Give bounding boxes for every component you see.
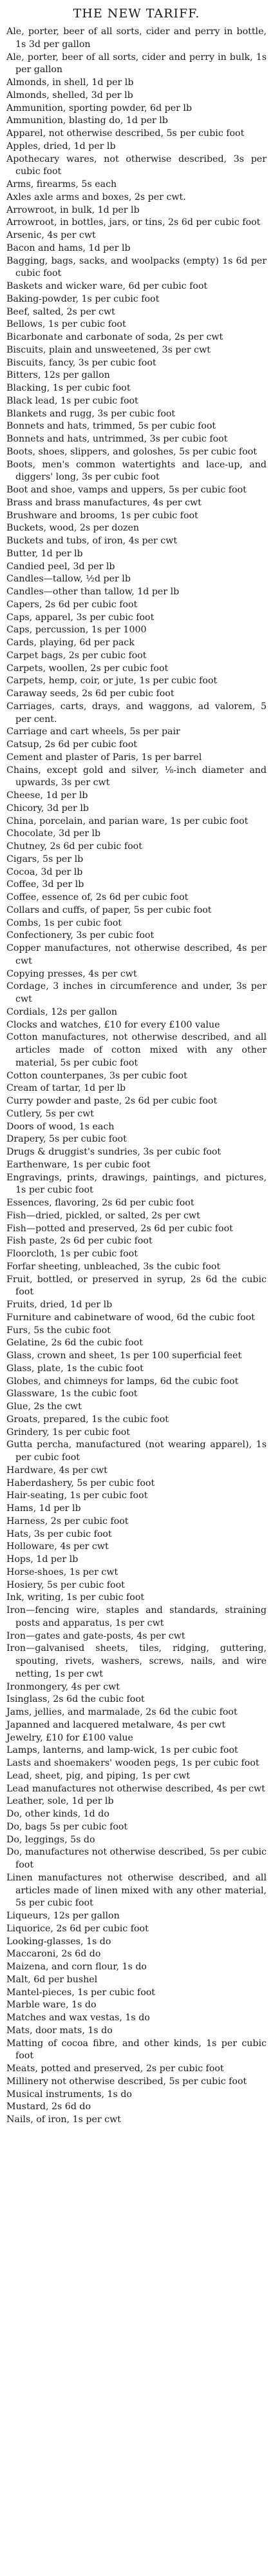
tariff-entry: Horse-shoes, 1s per cwt [6, 1566, 118, 1577]
tariff-entry: Isinglass, 2s 6d the cubic foot [6, 1694, 145, 1705]
tariff-entry: Ale, porter, beer of all sorts, cider and perry in bulk, 1s per gallon [6, 52, 267, 75]
tariff-entry: Combs, 1s per cubic foot [6, 917, 122, 928]
tariff-entry: Boots, shoes, slippers, and goloshes, 5s per cubic foot [6, 446, 257, 457]
tariff-entry: Collars and cuffs, of paper, 5s per cubic foot [6, 904, 212, 915]
tariff-entry: Do, other kinds, 1d do [6, 1809, 109, 1819]
tariff-entry: Bagging, bags, sacks, and woolpacks (empty) 1s 6d per cubic foot [6, 255, 267, 279]
tariff-entry: Hosiery, 5s per cubic foot [6, 1579, 125, 1590]
tariff-entry: Cordials, 12s per gallon [6, 1006, 118, 1017]
tariff-entry: Ammunition, sporting powder, 6d per lb [6, 102, 193, 113]
tariff-entry-list [6, 26, 267, 2127]
tariff-entry: Hats, 3s per cubic foot [6, 1528, 112, 1539]
tariff-entry: Arms, firearms, 5s each [6, 179, 117, 190]
tariff-entry: Japanned and lacquered metalware, 4s per cwt [6, 1719, 226, 1730]
tariff-entry: Doors of wood, 1s each [6, 1121, 115, 1132]
tariff-entry: Groats, prepared, 1s the cubic foot [6, 1414, 169, 1425]
tariff-entry: Boot and shoe, vamps and uppers, 5s per cubic foot [6, 485, 247, 495]
tariff-entry: Arsenic, 4s per cwt [6, 230, 96, 240]
tariff-entry: Axles axle arms and boxes, 2s per cwt. [6, 191, 186, 202]
tariff-entry: Carriage and cart wheels, 5s per pair [6, 727, 180, 737]
tariff-entry: Hops, 1d per lb [6, 1554, 79, 1565]
tariff-entry: Bellows, 1s per cubic foot [6, 319, 126, 330]
tariff-entry: Maccaroni, 2s 6d do [6, 1949, 101, 1960]
tariff-entry: Furniture and cabinetware of wood, 6d the cubic foot [6, 1312, 255, 1323]
tariff-entry: Hair-seating, 1s per cubic foot [6, 1490, 148, 1501]
tariff-entry: Baking-powder, 1s per cubic foot [6, 293, 160, 304]
tariff-entry: Bonnets and hats, untrimmed, 3s per cubic foot [6, 434, 228, 444]
tariff-entry: Candied peel, 3d per lb [6, 561, 115, 572]
tariff-entry: Malt, 6d per bushel [6, 1974, 98, 1985]
tariff-entry: Furs, 5s the cubic foot [6, 1325, 111, 1336]
tariff-entry: Clocks and watches, £10 for every £100 value [6, 1019, 220, 1030]
tariff-entry: Glass, plate, 1s the cubic foot [6, 1363, 144, 1374]
tariff-entry: Hams, 1d per lb [6, 1503, 81, 1514]
tariff-entry: Musical instruments, 1s do [6, 2089, 132, 2100]
tariff-entry: Caraway seeds, 2s 6d per cubic foot [6, 688, 174, 699]
tariff-entry: Copper manufactures, not otherwise described, 4s per cwt [6, 943, 267, 966]
tariff-entry: Brass and brass manufactures, 4s per cwt [6, 497, 202, 508]
tariff-entry: Chocolate, 3d per lb [6, 828, 101, 839]
tariff-entry: Gelatine, 2s 6d the cubic foot [6, 1338, 143, 1349]
tariff-entry: Cigars, 5s per lb [6, 854, 84, 864]
tariff-entry: Jams, jellies, and marmalade, 2s 6d the cubic foot [6, 1707, 238, 1717]
tariff-entry: Coffee, essence of, 2s 6d per cubic foot [6, 892, 189, 903]
tariff-entry: Black lead, 1s per cubic foot [6, 395, 138, 406]
tariff-entry: Capers, 2s 6d per cubic foot [6, 599, 138, 610]
tariff-entry: Bonnets and hats, trimmed, 5s per cubic foot [6, 421, 216, 432]
tariff-entry: Bitters, 12s per gallon [6, 370, 110, 381]
tariff-entry: Carriages, carts, drays, and waggons, ad valorem, 5 per cent. [6, 701, 267, 725]
tariff-entry: Mantel-pieces, 1s per cubic foot [6, 1987, 155, 1998]
tariff-entry: Apparel, not otherwise described, 5s per cubic foot [6, 128, 245, 139]
tariff-entry: Caps, apparel, 3s per cubic foot [6, 612, 155, 623]
tariff-entry: Buckets and tubs, of iron, 4s per cwt [6, 536, 178, 546]
tariff-entry: Cheese, 1d per lb [6, 790, 88, 801]
tariff-entry: Brushware and brooms, 1s per cubic foot [6, 510, 198, 521]
tariff-entry: Chicory, 3d per lb [6, 803, 89, 814]
tariff-entry: Glassware, 1s the cubic foot [6, 1389, 138, 1400]
tariff-entry: Do, bags 5s per cubic foot [6, 1821, 128, 1832]
tariff-entry: Leather, sole, 1d per lb [6, 1796, 114, 1807]
tariff-entry: Engravings, prints, drawings, paintings, and pictures, 1s per cubic foot [6, 1172, 267, 1196]
tariff-entry: Blacking, 1s per cubic foot [6, 383, 131, 393]
tariff-entry: Iron—fencing wire, staples and standards, straining posts and apparatus, 1s per cwt [6, 1605, 267, 1628]
tariff-entry: Ale, porter, beer of all sorts, cider and perry in bottle, 1s 3d per gallon [6, 26, 267, 50]
tariff-entry: Curry powder and paste, 2s 6d per cubic foot [6, 1096, 218, 1106]
tariff-entry: Chutney, 2s 6d per cubic foot [6, 841, 142, 852]
tariff-entry: Carpet bags, 2s per cubic foot [6, 650, 147, 661]
tariff-entry: Millinery not otherwise described, 5s per cubic foot [6, 2076, 247, 2087]
tariff-entry: Biscuits, fancy, 3s per cubic foot [6, 357, 156, 368]
tariff-entry: Buckets, wood, 2s per dozen [6, 523, 140, 534]
tariff-entry: Matting of cocoa fibre, and other kinds, 1s per cubic foot [6, 2038, 267, 2062]
tariff-entry: Globes, and chimneys for lamps, 6d the cubic foot [6, 1376, 239, 1387]
tariff-entry: Marble ware, 1s do [6, 2000, 97, 2011]
tariff-entry: Gutta percha, manufactured (not wearing apparel), 1s per cubic foot [6, 1439, 267, 1463]
tariff-entry: Floorcloth, 1s per cubic foot [6, 1249, 138, 1259]
tariff-entry: Do, leggings, 5s do [6, 1834, 95, 1845]
tariff-entry: Copying presses, 4s per cwt [6, 968, 137, 979]
tariff-entry: Holloware, 4s per cwt [6, 1541, 109, 1552]
tariff-entry: Apples, dried, 1d per lb [6, 141, 116, 151]
tariff-entry: Catsup, 2s 6d per cubic foot [6, 739, 137, 750]
tariff-entry: Fruit, bottled, or preserved in syrup, 2s 6d the cubic foot [6, 1274, 267, 1298]
tariff-entry: Ammunition, blasting do, 1d per lb [6, 115, 168, 126]
tariff-entry: Almonds, shelled, 3d per lb [6, 90, 133, 101]
tariff-entry: Ink, writing, 1s per cubic foot [6, 1592, 145, 1603]
tariff-entry: Cocoa, 3d per lb [6, 866, 83, 877]
tariff-entry: Confectionery, 3s per cubic foot [6, 930, 155, 941]
tariff-entry: Coffee, 3d per lb [6, 879, 84, 890]
tariff-entry: Cement and plaster of Paris, 1s per barrel [6, 752, 202, 763]
tariff-entry: Butter, 1d per lb [6, 548, 83, 559]
tariff-entry: Cards, playing, 6d per pack [6, 638, 135, 648]
tariff-entry: Meats, potted and preserved, 2s per cubic foot [6, 2064, 224, 2074]
tariff-entry: Nails, of iron, 1s per cwt [6, 2114, 121, 2125]
tariff-entry: Maizena, and corn flour, 1s do [6, 1962, 147, 1972]
tariff-entry: Apothecary wares, not otherwise described, 3s per cubic foot [6, 153, 267, 177]
tariff-entry: Lasts and shoemakers' wooden pegs, 1s per cubic foot [6, 1758, 259, 1768]
tariff-entry: Fish—potted and preserved, 2s 6d per cubic foot [6, 1223, 233, 1234]
tariff-entry: Iron—gates and gate-posts, 4s per cwt [6, 1630, 185, 1641]
tariff-entry: Blankets and rugg, 3s per cubic foot [6, 408, 176, 419]
tariff-entry: Matches and wax vestas, 1s do [6, 2013, 150, 2023]
tariff-entry: Candles—other than tallow, 1d per lb [6, 587, 180, 597]
tariff-entry: Drugs & druggist's sundries, 3s per cubic foot [6, 1147, 221, 1157]
tariff-entry: Jewelry, £10 for £100 value [6, 1732, 133, 1743]
tariff-entry: Do, manufactures not otherwise described, 5s per cubic foot [6, 1847, 267, 1870]
tariff-entry: Beef, salted, 2s per cwt [6, 306, 115, 317]
tariff-entry: Liquorice, 2s 6d per cubic foot [6, 1923, 149, 1934]
tariff-entry: Liqueurs, 12s per gallon [6, 1911, 120, 1921]
tariff-entry: Bacon and hams, 1d per lb [6, 242, 131, 253]
tariff-entry: Lead manufactures not otherwise described, 4s per cwt [6, 1783, 265, 1794]
tariff-entry: Fruits, dried, 1d per lb [6, 1300, 113, 1310]
tariff-entry: Glue, 2s the cwt [6, 1401, 82, 1412]
tariff-entry: Grindery, 1s per cubic foot [6, 1427, 130, 1438]
tariff-entry: Cotton counterpanes, 3s per cubic foot [6, 1070, 187, 1081]
tariff-entry: Linen manufactures not otherwise described, and all articles made of linen mixed with any other material, 5s per cubic foot [6, 1872, 267, 1909]
tariff-entry: Glass, crown and sheet, 1s per 100 superficial feet [6, 1351, 242, 1361]
tariff-entry: Chains, except gold and silver, ⅛-inch diameter and upwards, 3s per cwt [6, 765, 267, 788]
tariff-entry: Cutlery, 5s per cwt [6, 1108, 94, 1119]
tariff-entry: Caps, percussion, 1s per 1000 [6, 625, 147, 636]
tariff-entry: Biscuits, plain and unsweetened, 3s per cwt [6, 344, 211, 355]
tariff-entry: Arrowroot, in bottles, jars, or tins, 2s 6d per cubic foot [6, 217, 261, 228]
tariff-entry: Drapery, 5s per cubic foot [6, 1134, 127, 1145]
tariff-entry: Iron—galvanised sheets, tiles, ridging, guttering, spouting, rivets, washers, screws, nails, and wire netting, 1s per cwt [6, 1643, 267, 1679]
tariff-entry: Cordage, 3 inches in circumference and under, 3s per cwt [6, 981, 267, 1004]
document-title: THE NEW TARIFF. [73, 6, 200, 21]
tariff-entry: Earthenware, 1s per cubic foot [6, 1159, 151, 1170]
tariff-entry: Haberdashery, 5s per cubic foot [6, 1478, 155, 1488]
tariff-entry: Candles—tallow, ½d per lb [6, 574, 131, 585]
tariff-entry: Bicarbonate and carbonate of soda, 2s per cwt [6, 332, 223, 342]
tariff-entry: Looking-glasses, 1s do [6, 1936, 111, 1947]
tariff-entry: Fish paste, 2s 6d per cubic foot [6, 1236, 153, 1247]
tariff-entry: Arrowroot, in bulk, 1d per lb [6, 204, 140, 215]
tariff-entry: Forfar sheeting, unbleached, 3s the cubic foot [6, 1261, 221, 1272]
tariff-entry: Harness, 2s per cubic foot [6, 1516, 129, 1527]
tariff-entry: Baskets and wicker ware, 6d per cubic foot [6, 281, 208, 291]
tariff-entry: Ironmongery, 4s per cwt [6, 1681, 120, 1692]
tariff-entry: Mustard, 2s 6d do [6, 2102, 91, 2113]
tariff-entry: Lamps, lanterns, and lamp-wick, 1s per cubic foot [6, 1745, 238, 1756]
tariff-entry: Mats, door mats, 1s do [6, 2025, 113, 2036]
tariff-entry: China, porcelain, and parian ware, 1s per cubic foot [6, 815, 249, 826]
tariff-entry: Almonds, in shell, 1d per lb [6, 77, 134, 88]
tariff-entry: Essences, flavoring, 2s 6d per cubic foot [6, 1198, 194, 1208]
tariff-entry: Cotton manufactures, not otherwise described, and all articles made of cotton mixed with any other material, 5s per cubic foot [6, 1032, 267, 1068]
tariff-entry: Cream of tartar, 1d per lb [6, 1083, 126, 1094]
tariff-entry: Fish—dried, pickled, or salted, 2s per cwt [6, 1210, 200, 1221]
tariff-entry: Boots, men's common watertights and lace-up, and diggers' long, 3s per cubic foot [6, 459, 267, 483]
tariff-entry: Carpets, hemp, coir, or jute, 1s per cubic foot [6, 676, 218, 687]
tariff-entry: Lead, sheet, pig, and piping, 1s per cwt [6, 1770, 191, 1781]
tariff-entry: Carpets, woollen, 2s per cubic foot [6, 663, 169, 674]
tariff-entry: Hardware, 4s per cwt [6, 1465, 108, 1476]
